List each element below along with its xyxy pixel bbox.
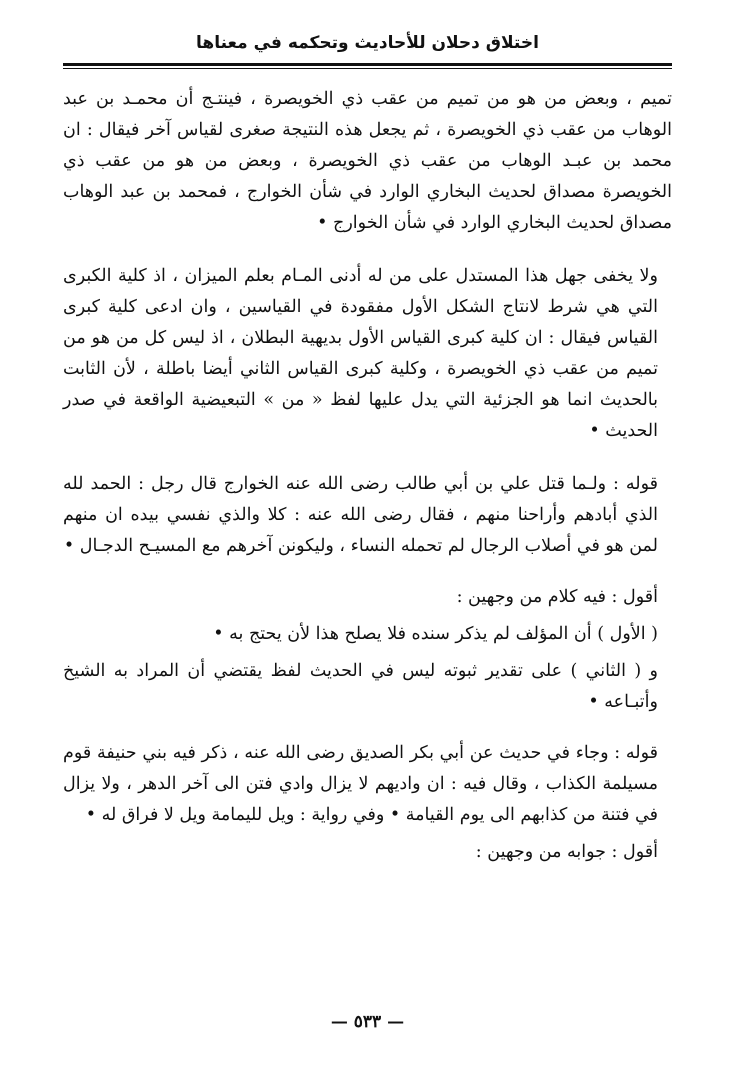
paragraph-8: أقول : جوابه من وجهين : (475, 842, 658, 862)
paragraph-3: قوله : ولـما قتل علي بن أبي طالب رضى الله عنه الخوارج قال رجل : الحمد لله الذي أبادهم وأراحنا منهم ، فقال رضى الله عنه : كلا والذي نفسي بيده ان منهم لمن هو في أصلاب الرجال لم تحمله النساء ، وليكونن آخرهم مع المسيـح الدجـال • (63, 474, 658, 556)
page-number: — ٥٣٣ — (330, 1012, 405, 1032)
paragraph-7: قوله : وجاء في حديث عن أبي بكر الصديق رضى الله عنه ، ذكر فيه بني حنيفة قوم مسيلمة الكذاب ، وقال فيه : ان واديهم لا يزال وادي فتن الى آخر الدهر ، ولا يزال في فتنة من كذابهم الى يوم القيامة • وفي رواية : ويل لليمامة ويل لا فراق له • (63, 743, 658, 825)
header-rule (63, 63, 672, 66)
paragraph-1: تميم ، وبعض من هو من تميم من عقب ذي الخويصرة ، فينتـج أن محمـد بن عبد الوهاب من عقب ذي الخويصرة ، ثم يجعل هذه النتيجة صغرى لقياس آخر فيقال : ان محمد بن عبـد الوهاب من عقب ذي الخويصرة ، وبعض من هو من عقب ذي الخويصرة مصداق لحديث البخاري الوارد في شأن الخوارج ، فمحمد بن عبد الوهاب مصداق لحديث البخاري الوارد في شأن الخوارج • (63, 89, 672, 233)
body-text (63, 84, 672, 868)
paragraph-6: و ( الثاني ) على تقدير ثبوته ليس في الحديث لفظ يقتضي أن المراد به الشيخ وأتبـاعه • (63, 661, 658, 712)
header-rule-thin (63, 68, 672, 69)
paragraph-5: ( الأول ) أن المؤلف لم يذكر سنده فلا يصلح هذا لأن يحتج به • (213, 624, 658, 644)
running-header: اختلاق دحلان للأحاديث وتحكمه في معناها (196, 33, 539, 53)
paragraph-4: أقول : فيه كلام من وجهين : (456, 587, 658, 607)
paragraph-2: ولا يخفى جهل هذا المستدل على من له أدنى المـام بعلم الميزان ، اذ كلية الكبرى التي هي شرط لانتاج الشكل الأول مفقودة في القياسين ، وان ادعى كلية كبرى القياس فيقال : ان كلية كبرى القياس الأول بديهية البطلان ، اذ ليس كل من هو من تميم من عقب ذي الخويصرة ، وكلية كبرى القياس الثاني أيضا باطلة ، لأن الثابت بالحديث انما هو الجزئية التي يدل عليها لفظ « من » التبعيضية الواقعة في صدر الحديث • (63, 266, 658, 441)
